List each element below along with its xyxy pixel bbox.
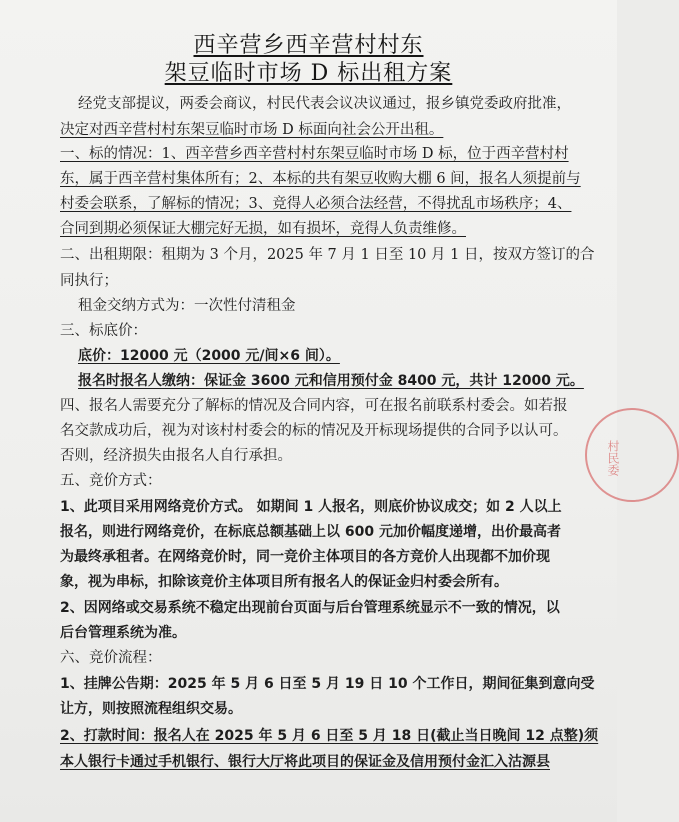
- seal-stamp: [585, 408, 679, 502]
- para-line: 象，视为串标，扣除该竞价主体项目所有报名人的保证金归村委会所有。: [60, 574, 508, 590]
- para-line: 2、打款时间：报名人在 2025 年 5 月 6 日至 5 月 18 日(截止当日晚间 12 点整)须: [60, 728, 599, 744]
- para-line: 名交款成功后，视为对该村村委会的标的情况及开标现场提供的合同予以认可。: [60, 423, 568, 439]
- para-line: 村委会联系，了解标的情况；3、竞得人必须合法经营，不得扰乱市场秩序；4、: [60, 196, 572, 212]
- para-line: 经党支部提议，两委会商议，村民代表会议决议通过，报乡镇党委政府批准，: [78, 96, 571, 112]
- para-line: 二、出租期限：租期为 3 个月，2025 年 7 月 1 日至 10 月 1 日，按双方签订的合: [60, 247, 595, 263]
- para-line: 三、标底价：: [60, 323, 147, 339]
- seal-text: 村民委: [606, 440, 620, 476]
- para-line: 为最终承租者。在网络竞价时，同一竞价主体项目的各方竞价人出现都不加价现: [60, 549, 550, 565]
- para-line: 后台管理系统为准。: [60, 625, 186, 641]
- para-line: 五、竞价方式：: [60, 473, 162, 489]
- doc-title-line1: 西辛营乡西辛营村村东: [193, 33, 424, 58]
- para-line: 东，属于西辛营村集体所有；2、本标的共有架豆收购大棚 6 间，报名人须提前与: [60, 171, 581, 187]
- para-line: 四、报名人需要充分了解标的情况及合同内容，可在报名前联系村委会。如若报: [60, 398, 568, 414]
- para-line: 租金交纳方式为：一次性付清租金: [78, 298, 296, 314]
- para-line: 决定对西辛营村村东架豆临时市场 D 标面向社会公开出租。: [60, 122, 444, 138]
- para-line: 1、挂牌公告期：2025 年 5 月 6 日至 5 月 19 日 10 个工作日，期间征集到意向受: [60, 676, 595, 692]
- para-line: 1、此项目采用网络竞价方式。 如期间 1 人报名，则底价协议成交；如 2 人以上: [60, 499, 562, 515]
- para-line: 否则，经济损失由报名人自行承担。: [60, 448, 292, 464]
- para-line: 让方，则按照流程组织交易。: [60, 701, 242, 717]
- para-line: 报名，则进行网络竞价，在标底总额基础上以 600 元加价幅度递增，出价最高者: [60, 524, 561, 540]
- para-line: 一、标的情况：1、西辛营乡西辛营村村东架豆临时市场 D 标，位于西辛营村村: [60, 146, 569, 162]
- doc-title-line2: 架豆临时市场 D 标出租方案: [164, 61, 453, 86]
- para-line: 底价：12000 元（2000 元/间×6 间）。: [78, 348, 340, 364]
- para-line: 合同到期必须保证大棚完好无损，如有损坏，竞得人负责维修。: [60, 221, 466, 237]
- para-line: 报名时报名人缴纳：保证金 3600 元和信用预付金 8400 元，共计 12000 元。: [78, 373, 584, 389]
- para-line: 六、竞价流程：: [60, 650, 162, 666]
- para-line: 2、因网络或交易系统不稳定出现前台页面与后台管理系统显示不一致的情况，以: [60, 600, 560, 616]
- para-line: 本人银行卡通过手机银行、银行大厅将此项目的保证金及信用预付金汇入沽源县: [60, 754, 550, 770]
- para-line: 同执行；: [60, 273, 118, 289]
